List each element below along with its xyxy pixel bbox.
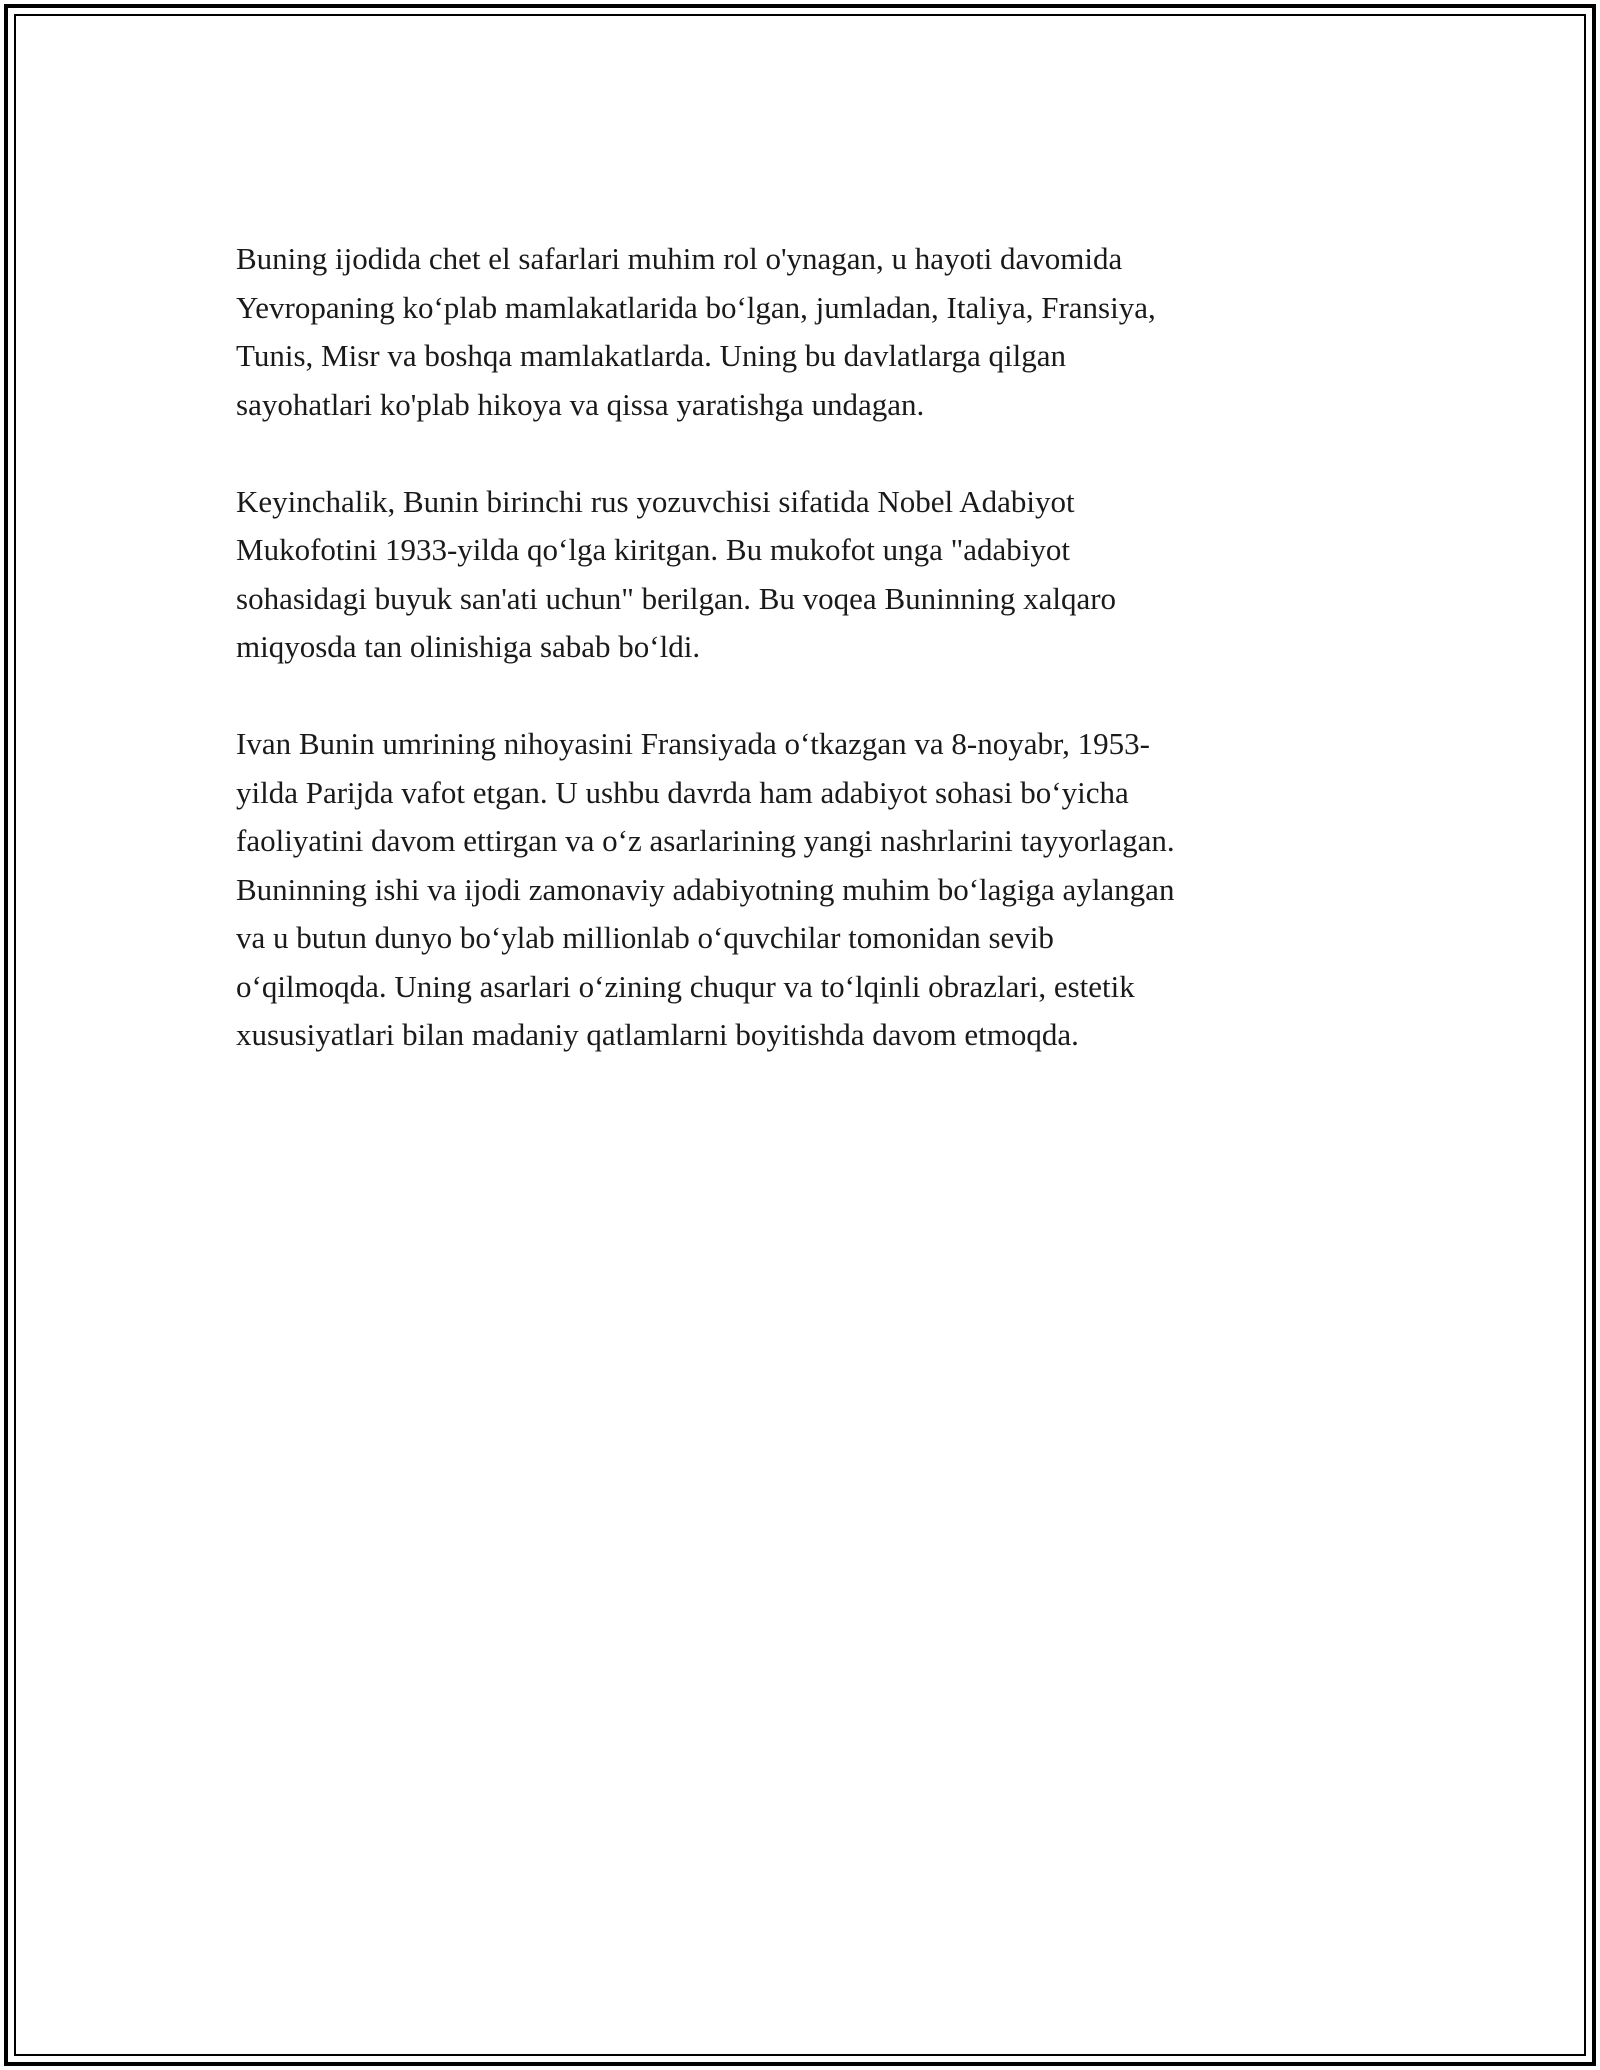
text-line: yilda Parijda vafot etgan. U ushbu davrda ham adabiyot sohasi bo‘yicha	[236, 774, 1129, 810]
text-line: Buning ijodida chet el safarlari muhim rol o'ynagan, u hayoti davomida	[236, 241, 1123, 276]
text-line: faoliyatini davom ettirgan va o‘z asarlarining yangi nashrlarini tayyorlagan.	[236, 823, 1175, 858]
text-line: miqyosda tan olinishiga sabab bo‘ldi.	[236, 629, 701, 664]
text-line: Tunis, Misr va boshqa mamlakatlarda. Uning bu davlatlarga qilgan	[236, 338, 1066, 373]
paragraph-1	[236, 235, 1366, 429]
text-line: o‘qilmoqda. Uning asarlari o‘zining chuqur va to‘lqinli obrazlari, estetik	[236, 968, 1135, 1004]
text-line: Yevropaning ko‘plab mamlakatlarida bo‘lgan, jumladan, Italiya, Fransiya,	[236, 289, 1156, 325]
text-line: sayohatlari ko'plab hikoya va qissa yaratishga undagan.	[236, 386, 925, 422]
document-body	[236, 235, 1366, 1060]
text-line: Keyinchalik, Bunin birinchi rus yozuvchisi sifatida Nobel Adabiyot	[236, 483, 1075, 519]
text-line: sohasidagi buyuk san'ati uchun" berilgan. Bu voqea Buninning xalqaro	[236, 580, 1117, 616]
paragraph-3	[236, 720, 1366, 1060]
text-line: Buninning ishi va ijodi zamonaviy adabiyotning muhim bo‘lagiga aylangan	[236, 871, 1175, 907]
text-line: va u butun dunyo bo‘ylab millionlab o‘quvchilar tomonidan sevib	[236, 920, 1054, 955]
text-line: Mukofotini 1933-yilda qo‘lga kiritgan. Bu mukofot unga "adabiyot	[236, 532, 1071, 567]
text-line: xususiyatlari bilan madaniy qatlamlarni boyitishda davom etmoqda.	[236, 1017, 1079, 1052]
text-line: Ivan Bunin umrining nihoyasini Fransiyada o‘tkazgan va 8-noyabr, 1953-	[236, 726, 1150, 761]
paragraph-2	[236, 478, 1366, 672]
